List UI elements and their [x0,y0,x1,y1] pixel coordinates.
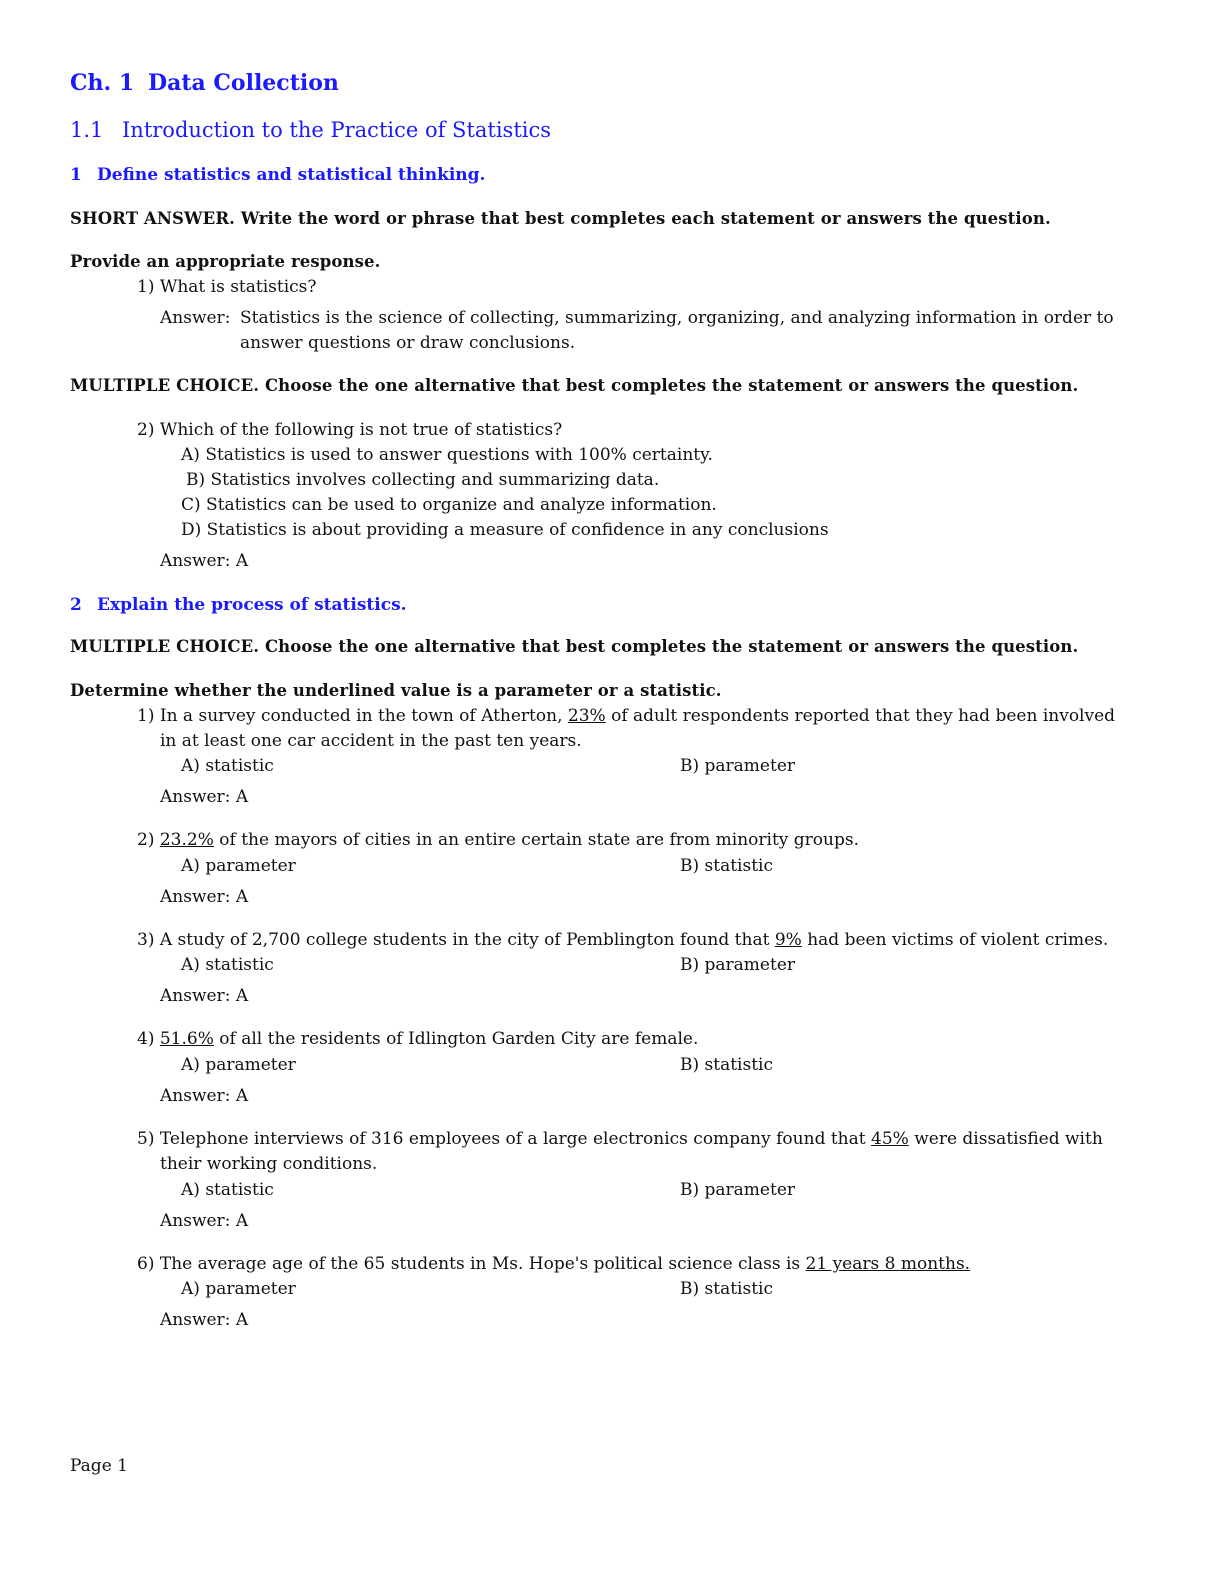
underlined-value: 21 years 8 months. [805,1254,971,1274]
choice-a: A) parameter [181,856,296,876]
question-text-pre: Telephone interviews of 316 employees of a large electronics company found that [159,1129,872,1149]
choice-a: A) Statistics is used to answer questions with 100% certainty. [181,445,713,465]
question-text: 1) What is statistics? [137,277,317,297]
question-text-post: of the mayors of cities in an entire certain state are from minority groups. [213,830,859,850]
multiple-choice-instructions: MULTIPLE CHOICE. Choose the one alternative that best completes the statement or answers the question. [70,376,1079,395]
objective-title: Explain the process of statistics. [97,595,407,615]
answer-text: Answer: A [160,1086,249,1106]
choice-b: B) statistic [680,856,774,876]
question-text-pre: In a survey conducted in the town of Atherton, [159,706,568,726]
choice-a: A) statistic [181,756,274,776]
question-text-pre: A study of 2,700 college students in the city of Pemblington found that [159,930,775,950]
question-text-post: had been victims of violent crimes. [801,930,1109,950]
question-text-pre: The average age of the 65 students in Ms. Hope's political science class is [159,1254,806,1274]
question-number: 4) [137,1029,155,1049]
answer-text: Answer: A [160,986,249,1006]
choice-b: B) statistic [680,1055,774,1075]
choice-b: B) parameter [680,756,796,776]
question-number: 6) [137,1254,155,1274]
question-number: 3) [137,930,155,950]
question-text [137,1129,1103,1149]
question-text-post: of all the residents of Idlington Garden City are female. [213,1029,699,1049]
section-heading [70,118,551,142]
objective-title: Define statistics and statistical thinking. [97,165,486,185]
answer-text: Statistics is the science of collecting, summarizing, organizing, and analyzing information in order to [240,308,1114,328]
question-text-continued: in at least one car accident in the past ten years. [160,731,582,751]
question-text-continued: their working conditions. [160,1154,378,1174]
question-text: 2) Which of the following is not true of statistics? [137,420,563,440]
answer-text-continued: answer questions or draw conclusions. [240,333,576,353]
chapter-number: Ch. 1 [70,70,135,96]
answer-text: Answer: A [160,887,249,907]
provide-response-instructions: Provide an appropriate response. [70,252,381,271]
objective-number: 2 [70,595,82,615]
chapter-heading [70,70,339,96]
section-title: Introduction to the Practice of Statistics [122,118,552,142]
underlined-value: 23.2% [159,830,214,850]
question-number: 2) [137,830,155,850]
underlined-value: 45% [871,1129,909,1149]
question-text [137,930,1108,950]
answer-text: Answer: A [160,787,249,807]
question-number: 5) [137,1129,155,1149]
question-text-post: were dissatisfied with [908,1129,1103,1149]
choice-b: B) parameter [680,1180,796,1200]
multiple-choice-instructions: MULTIPLE CHOICE. Choose the one alternative that best completes the statement or answers the question. [70,637,1079,656]
answer-text: Answer: A [160,551,249,571]
answer-text: Answer: A [160,1310,249,1330]
answer-label: Answer: [160,308,231,328]
determine-instructions: Determine whether the underlined value is a parameter or a statistic. [70,681,722,700]
underlined-value: 51.6% [159,1029,214,1049]
choice-b: B) Statistics involves collecting and summarizing data. [186,470,660,490]
question-text [137,830,859,850]
question-text [137,1254,970,1274]
question-text [137,706,1115,726]
question-text [137,1029,698,1049]
choice-a: A) parameter [181,1055,296,1075]
choice-a: A) statistic [181,955,274,975]
section-number: 1.1 [70,118,104,142]
question-number: 1) [137,706,155,726]
underlined-value: 9% [774,930,802,950]
choice-d: D) Statistics is about providing a measure of confidence in any conclusions [181,520,829,540]
choice-b: B) parameter [680,955,796,975]
choice-b: B) statistic [680,1279,774,1299]
objective-heading-1 [70,165,485,185]
underlined-value: 23% [567,706,606,726]
short-answer-instructions: SHORT ANSWER. Write the word or phrase that best completes each statement or answers the question. [70,209,1051,228]
choice-a: A) parameter [181,1279,296,1299]
objective-number: 1 [70,165,82,185]
objective-heading-2 [70,595,407,615]
page-number: Page 1 [70,1456,128,1476]
chapter-title: Data Collection [148,70,339,96]
choice-c: C) Statistics can be used to organize and analyze information. [181,495,717,515]
choice-a: A) statistic [181,1180,274,1200]
question-text-post: of adult respondents reported that they had been involved [605,706,1116,726]
answer-text: Answer: A [160,1211,249,1231]
